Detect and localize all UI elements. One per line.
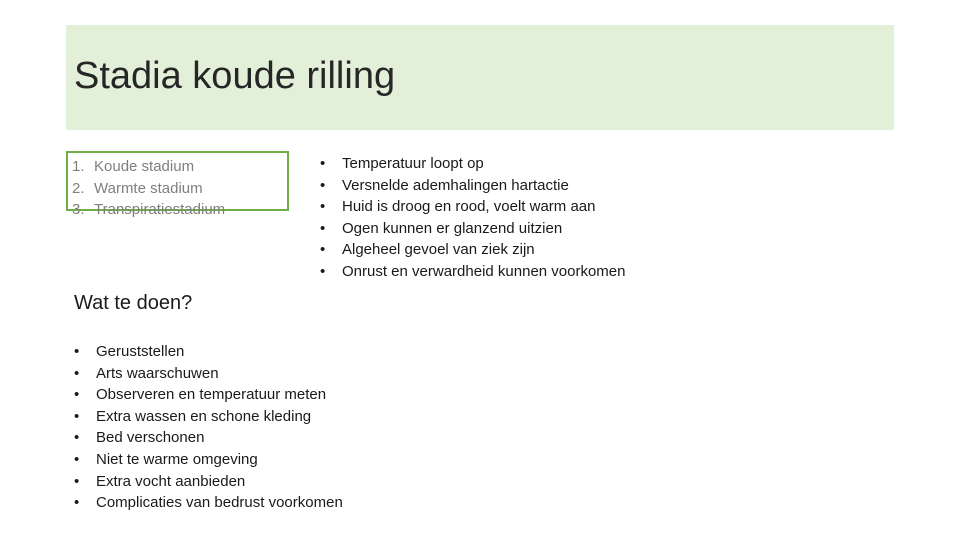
stage-item [72,156,225,178]
symptom-item [320,196,626,218]
action-text: Observeren en temperatuur meten [96,386,327,404]
stage-label: Koude stadium [94,158,195,175]
symptom-item [320,153,626,175]
symptoms-list [320,153,626,283]
symptom-item [320,261,626,283]
action-text: Complicaties van bedrust voorkomen [96,494,343,512]
bullet-icon: • [74,450,80,468]
bullet-icon: • [74,343,80,360]
bullet-icon: • [74,386,80,404]
action-item [74,406,343,428]
action-text: Extra wassen en schone kleding [96,407,312,425]
stages-box [66,151,289,218]
stage-number: 3. [72,201,85,218]
bullet-icon: • [320,198,326,216]
bullet-icon: • [74,472,80,490]
action-text: Bed verschonen [96,429,205,447]
symptom-text: Huid is droog en rood, voelt warm aan [342,198,596,216]
symptom-item [320,218,626,240]
action-item [74,384,343,406]
symptom-text: Algeheel gevoel van ziek zijn [342,241,535,259]
action-item [74,492,343,514]
symptom-item [320,239,626,261]
symptom-text: Onrust en verwardheid kunnen voorkomen [342,262,626,280]
action-text: Extra vocht aanbieden [96,472,246,490]
bullet-icon: • [74,364,80,382]
action-text: Niet te warme omgeving [96,450,258,468]
symptom-item [320,175,626,197]
symptom-text: Ogen kunnen er glanzend uitzien [342,219,563,237]
title-band [66,25,894,130]
stage-item [72,178,225,200]
bullet-icon: • [320,262,326,280]
section-heading: Wat te doen? [74,292,193,314]
action-item [74,341,343,363]
action-text: Geruststellen [96,343,185,360]
action-item [74,471,343,493]
stage-item [72,199,225,221]
action-text: Arts waarschuwen [96,364,219,382]
symptom-text: Versnelde ademhalingen hartactie [342,176,569,194]
bullet-icon: • [320,176,326,194]
stage-number: 1. [72,158,85,175]
stage-label: Warmte stadium [94,179,203,197]
slide-title: Stadia koude rilling [74,55,396,97]
action-item [74,363,343,385]
stage-number: 2. [72,179,85,197]
bullet-icon: • [74,494,80,512]
bullet-icon: • [320,219,326,237]
action-item [74,449,343,471]
action-item [74,427,343,449]
symptom-text: Temperatuur loopt op [342,155,484,172]
bullet-icon: • [320,241,326,259]
bullet-icon: • [320,155,326,172]
actions-list [74,341,343,514]
stages-list [72,156,225,221]
bullet-icon: • [74,407,80,425]
bullet-icon: • [74,429,80,447]
stage-label: Transpiratiestadium [94,201,226,218]
